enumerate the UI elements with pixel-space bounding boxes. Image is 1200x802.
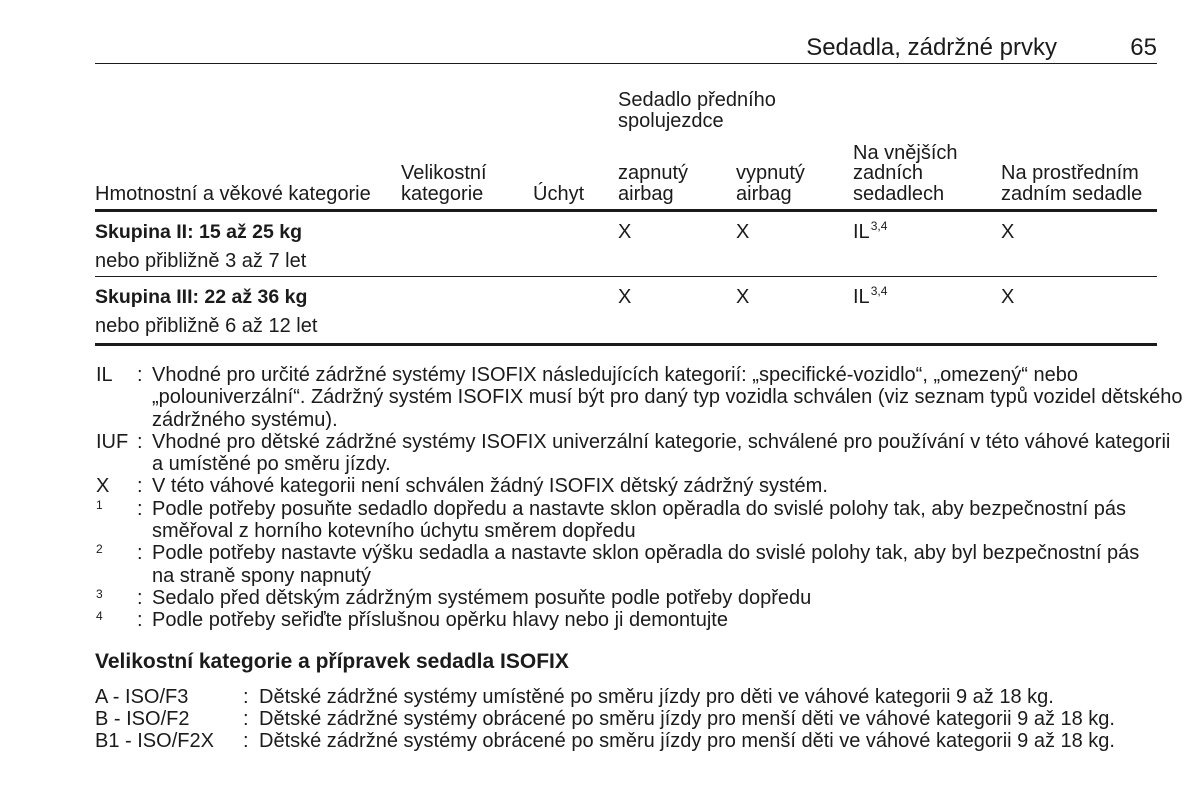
legend-item-footnote-1 [95, 498, 1175, 543]
cell-airbag-on: X [618, 286, 632, 308]
footnote-marker: 2 [96, 542, 103, 557]
legend-line: Podle potřeby nastavte výšku sedadla a nastavte sklon opěradla do svislé polohy tak, aby byl bezpečnostní pás [152, 542, 1140, 565]
cell-outer-rear-value: IL [853, 221, 870, 243]
legend-text [152, 364, 1182, 431]
size-class-description: Dětské zádržné systémy obrácené po směru jízdy pro menší děti ve váhové kategorii 9 až 18 kg. [259, 730, 1115, 752]
legend-text [152, 542, 1175, 587]
legend-line: zádržného systému). [152, 408, 338, 431]
list-item [95, 686, 1175, 708]
column-header-center-rear: Na prostředním zadním sedadle [1001, 162, 1143, 205]
list-item [95, 708, 1175, 730]
row-divider [95, 276, 1157, 277]
cell-airbag-on: X [618, 221, 632, 243]
legend-text [152, 609, 1175, 631]
size-class-label: B - ISO/F2 [95, 708, 190, 730]
size-class-separator: : [243, 730, 249, 752]
cell-outer-rear [853, 221, 887, 243]
column-header-outer-rear: Na vnějších zadních sedadlech [853, 141, 958, 205]
legend-separator: : [137, 542, 143, 565]
cell-center-rear: X [1001, 221, 1015, 243]
legend-item-footnote-2 [95, 542, 1175, 587]
footnote-reference: 3,4 [870, 219, 888, 233]
legend-line: Vhodné pro dětské zádržné systémy ISOFIX univerzální kategorie, schválené pro používání v této váhové kategorii [152, 430, 1171, 453]
size-class-separator: : [243, 686, 249, 708]
size-class-description: Dětské zádržné systémy obrácené po směru jízdy pro menší děti ve váhové kategorii 9 až 18 kg. [259, 708, 1115, 730]
legend-key: X [96, 475, 110, 498]
cell-center-rear: X [1001, 286, 1015, 308]
legend-line: V této váhové kategorii není schválen žádný ISOFIX dětský zádržný systém. [152, 475, 828, 498]
list-item [95, 730, 1175, 752]
size-class-label: B1 - ISO/F2X [95, 730, 214, 752]
footnote-marker: 4 [96, 609, 103, 624]
legend-item-iuf [95, 431, 1175, 476]
column-header-airbag-on: zapnutý airbag [618, 162, 689, 205]
table-header-rule [95, 209, 1157, 212]
legend-separator: : [137, 430, 143, 453]
legend-line: na straně spony napnutý [152, 564, 372, 587]
table-header-row [0, 130, 1200, 204]
legend-line: Sedalo před dětským zádržným systémem posuňte podle potřeby dopředu [152, 586, 812, 609]
legend-item-x [95, 475, 1175, 497]
running-header-title: Sedadla, zádržné prvky [806, 34, 1057, 61]
page-number: 65 [1130, 34, 1157, 61]
legend-line: Vhodné pro určité zádržné systémy ISOFIX následujících kategorií: „specifické-vozidlo“, „omezený“ nebo [152, 364, 1078, 386]
legend-separator: : [137, 475, 143, 498]
legend-line: směřoval z horního kotevního úchytu směrem dopředu [152, 520, 636, 543]
legend [95, 364, 1183, 632]
legend-line: a umístěné po směru jízdy. [152, 453, 391, 476]
size-class-label: A - ISO/F3 [95, 686, 189, 708]
legend-text [152, 498, 1175, 543]
table-bottom-rule [95, 343, 1157, 346]
legend-text [152, 587, 1175, 609]
column-header-airbag-off: vypnutý airbag [736, 162, 805, 205]
cell-outer-rear [853, 286, 887, 308]
column-header-weight-age: Hmotnostní a věkové kategorie [95, 182, 371, 205]
header-rule [95, 63, 1157, 64]
row-age-label: nebo přibližně 6 až 12 let [95, 315, 318, 337]
legend-item-il [95, 364, 1183, 431]
row-age-label: nebo přibližně 3 až 7 let [95, 250, 307, 272]
footnote-marker: 3 [96, 586, 103, 601]
legend-line: „polouniverzální“. Zádržný systém ISOFIX musí být pro daný typ vozidla schválen (viz seznam typů vozidel dětského [152, 386, 1183, 409]
legend-separator: : [137, 586, 143, 609]
row-group-label: Skupina II: 15 až 25 kg [95, 221, 302, 243]
cell-outer-rear-value: IL [853, 286, 870, 308]
row-group-label: Skupina III: 22 až 36 kg [95, 286, 308, 308]
legend-key: IL [96, 364, 113, 386]
front-passenger-group-header: Sedadlo předního spolujezdce [618, 89, 776, 132]
legend-text [152, 431, 1175, 476]
legend-text [152, 475, 1175, 497]
column-header-size-class: Velikostní kategorie [401, 162, 487, 205]
legend-line: Podle potřeby seřiďte příslušnou opěrku hlavy nebo ji demontujte [152, 609, 728, 632]
legend-key: IUF [96, 430, 129, 453]
legend-separator: : [137, 609, 143, 632]
size-classes-heading: Velikostní kategorie a přípravek sedadla ISOFIX [95, 650, 569, 673]
cell-airbag-off: X [736, 221, 750, 243]
legend-item-footnote-4 [95, 609, 1175, 631]
cell-airbag-off: X [736, 286, 750, 308]
footnote-reference: 3,4 [870, 284, 888, 298]
size-class-description: Dětské zádržné systémy umístěné po směru jízdy pro děti ve váhové kategorii 9 až 18 kg. [259, 686, 1054, 708]
legend-separator: : [137, 364, 143, 386]
column-header-fixture: Úchyt [533, 182, 585, 205]
legend-line: Podle potřeby posuňte sedadlo dopředu a nastavte sklon opěradla do svislé polohy tak, aby bezpečnostní pás [152, 497, 1126, 520]
legend-separator: : [137, 497, 143, 520]
size-class-separator: : [243, 708, 249, 730]
size-classes-list [95, 686, 1175, 752]
footnote-marker: 1 [96, 497, 103, 512]
legend-item-footnote-3 [95, 587, 1175, 609]
